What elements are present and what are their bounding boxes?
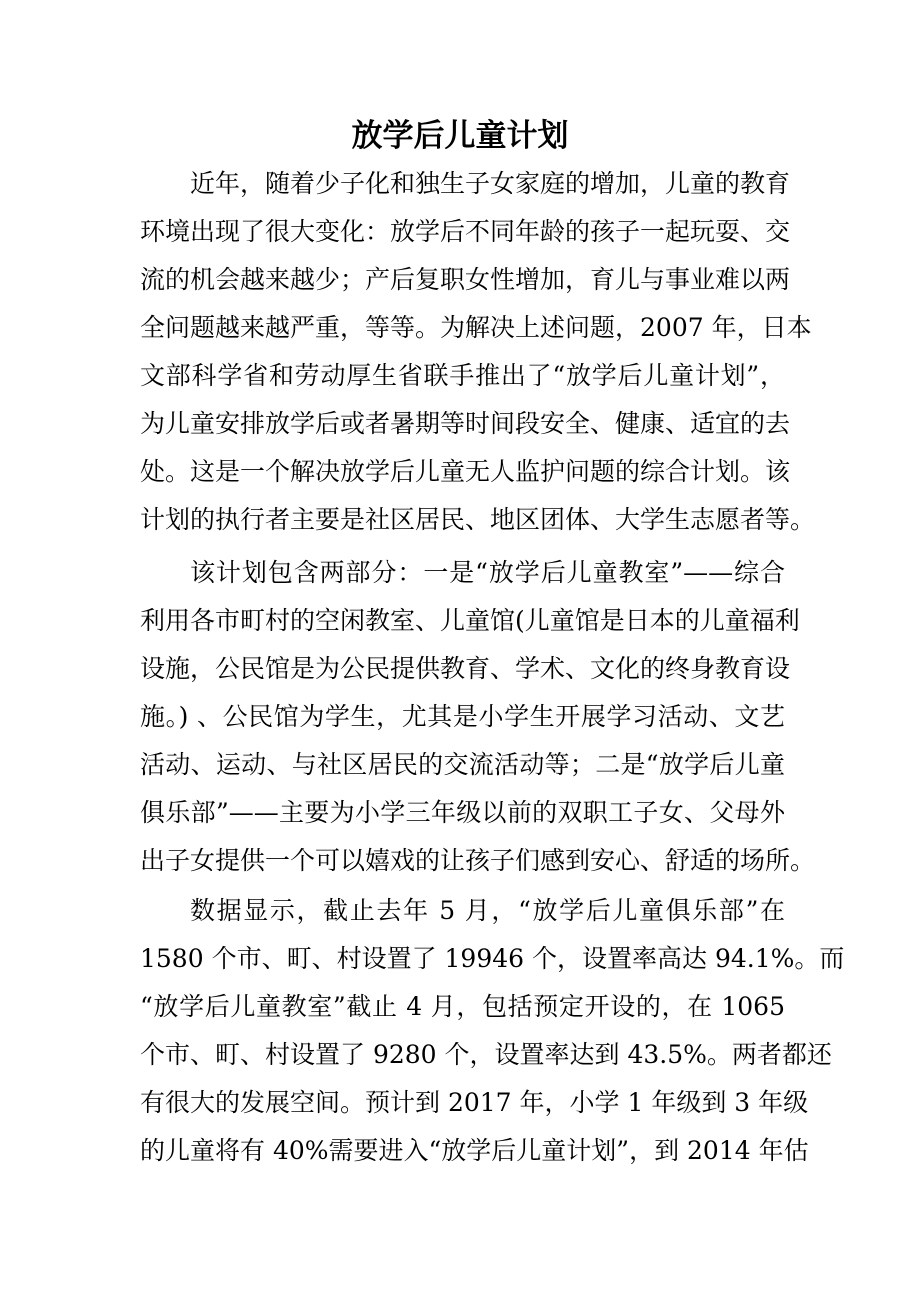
paragraph-1-line-8: 计划的执行者主要是社区居民、地区团体、大学生志愿者等。 <box>140 505 816 534</box>
paragraph-3-line-5: 有很大的发展空间。预计到 2017 年，小学 1 年级到 3 年级 <box>140 1088 809 1117</box>
paragraph-3-line-4: 个市、町、村设置了 9280 个，设置率达到 43.5%。两者都还 <box>140 1040 832 1069</box>
paragraph-1-line-1: 近年，随着少子化和独生子女家庭的增加，儿童的教育 <box>190 169 791 198</box>
paragraph-2-line-1: 该计划包含两部分：一是“放学后儿童教室”——综合 <box>190 558 785 587</box>
paragraph-1-line-2: 环境出现了很大变化：放学后不同年龄的孩子一起玩耍、交 <box>140 217 791 246</box>
paragraph-1-line-6: 为儿童安排放学后或者暑期等时间段安全、健康、适宜的去 <box>140 409 791 438</box>
paragraph-2-line-5: 活动、运动、与社区居民的交流活动等；二是“放学后儿童 <box>140 750 785 779</box>
paragraph-1-line-5: 文部科学省和劳动厚生省联手推出了“放学后儿童计划”， <box>140 361 785 390</box>
paragraph-3-line-1: 数据显示，截止去年 5 月，“放学后儿童俱乐部”在 <box>190 896 785 925</box>
paragraph-3-line-3: “放学后儿童教室”截止 4 月，包括预定开设的，在 1065 <box>140 992 785 1021</box>
paragraph-2-line-3: 设施，公民馆是为公民提供教育、学术、文化的终身教育设 <box>140 654 791 683</box>
paragraph-3-line-6: 的儿童将有 40%需要进入“放学后儿童计划”，到 2014 年估 <box>140 1136 809 1165</box>
paragraph-2-line-2: 利用各市町村的空闲教室、儿童馆(儿童馆是日本的儿童福利 <box>140 606 800 635</box>
paragraph-1-line-7: 处。这是一个解决放学后儿童无人监护问题的综合计划。该 <box>140 457 791 486</box>
paragraph-2-line-4: 施。) 、公民馆为学生，尤其是小学生开展学习活动、文艺 <box>140 702 785 731</box>
paragraph-2-line-6: 俱乐部”——主要为小学三年级以前的双职工子女、父母外 <box>140 798 785 827</box>
paragraph-1-line-3: 流的机会越来越少；产后复职女性增加，育儿与事业难以两 <box>140 265 791 294</box>
paragraph-2-line-7: 出子女提供一个可以嬉戏的让孩子们感到安心、舒适的场所。 <box>140 846 816 875</box>
paragraph-1-line-4: 全问题越来越严重，等等。为解决上述问题，2007 年，日本 <box>140 313 812 342</box>
paragraph-3-line-2: 1580 个市、町、村设置了 19946 个，设置率高达 94.1%。而 <box>140 944 845 973</box>
document-title: 放学后儿童计划 <box>351 118 569 154</box>
